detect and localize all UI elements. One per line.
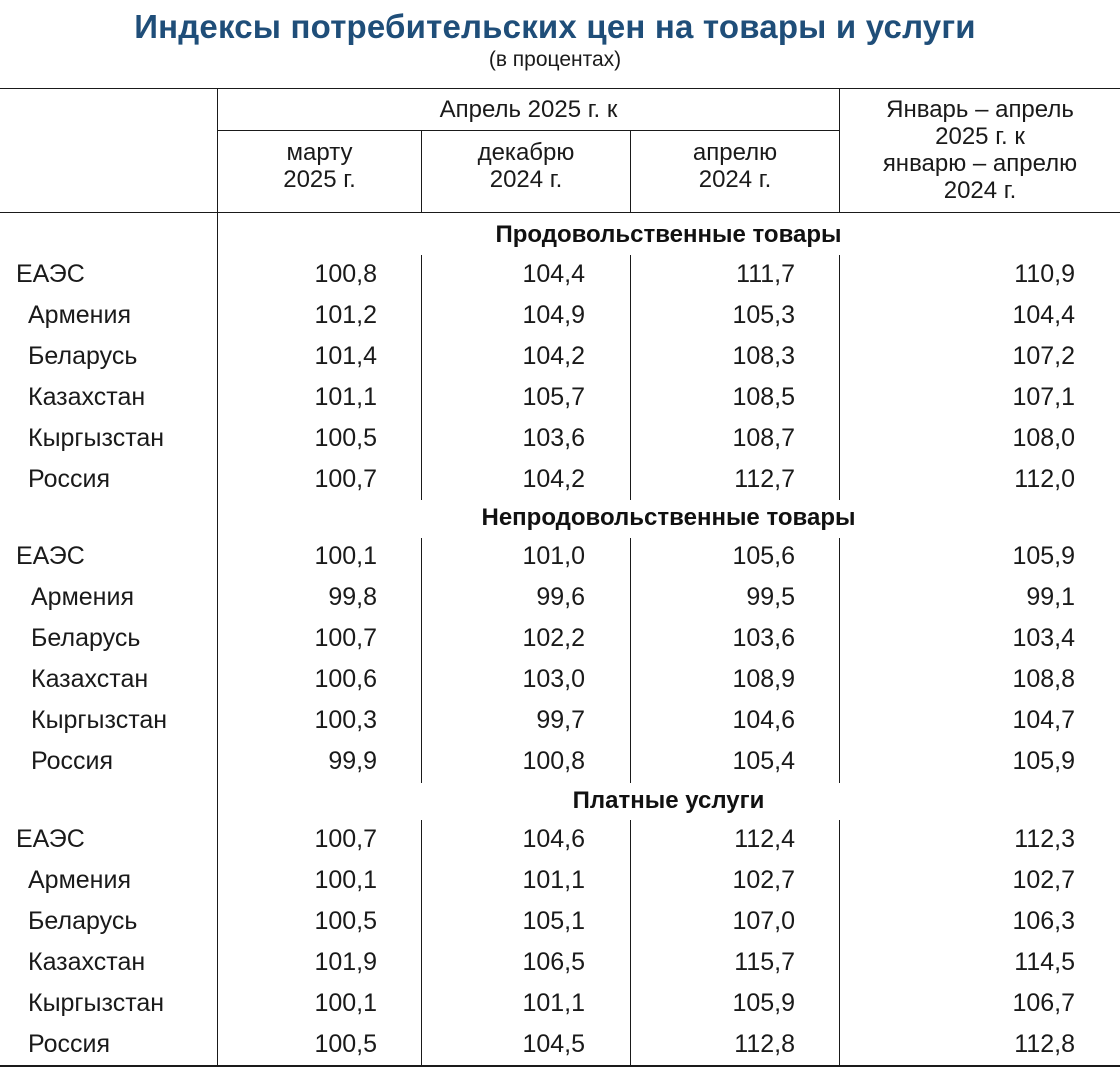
value-cell: 100,7 <box>314 465 377 493</box>
value-cell: 100,6 <box>314 665 377 693</box>
table-row <box>0 254 1120 295</box>
value-cell: 105,4 <box>732 747 795 775</box>
section-title: Непродовольственные товары <box>481 504 856 531</box>
value-cell: 112,4 <box>734 825 795 853</box>
row-label: Кыргызстан <box>31 706 168 734</box>
value-cell: 99,7 <box>536 706 585 734</box>
page-title: Индексы потребительских цен на товары и услуги <box>134 8 976 45</box>
value-cell: 104,5 <box>522 1030 585 1058</box>
table-top-rule <box>0 88 1120 89</box>
row-label: Кыргызстан <box>28 424 165 452</box>
value-cell: 104,7 <box>1012 706 1075 734</box>
value-cell: 108,0 <box>1012 424 1075 452</box>
value-cell: 104,4 <box>522 260 585 288</box>
value-cell: 99,1 <box>1026 583 1075 611</box>
group-header-rule <box>218 130 839 131</box>
row-label: ЕАЭС <box>16 542 85 570</box>
value-cell: 112,8 <box>1014 1030 1075 1058</box>
table-row <box>0 942 1120 983</box>
row-label: Беларусь <box>28 342 138 370</box>
value-cell: 104,2 <box>522 342 585 370</box>
value-cell: 103,6 <box>732 624 795 652</box>
row-label: ЕАЭС <box>16 825 85 853</box>
value-cell: 107,2 <box>1012 342 1075 370</box>
header-bottom-rule <box>0 212 1120 213</box>
value-cell: 105,9 <box>1012 747 1075 775</box>
value-cell: 102,7 <box>732 866 795 894</box>
value-cell: 100,5 <box>314 424 377 452</box>
row-label: Беларусь <box>31 624 141 652</box>
value-cell: 99,6 <box>536 583 585 611</box>
value-cell: 112,0 <box>1014 465 1075 493</box>
value-cell: 100,5 <box>314 1030 377 1058</box>
value-cell: 105,7 <box>522 383 585 411</box>
value-cell: 100,7 <box>314 624 377 652</box>
value-cell: 101,1 <box>522 989 585 1017</box>
value-cell: 102,2 <box>522 624 585 652</box>
row-label: Кыргызстан <box>28 989 165 1017</box>
table-row <box>0 819 1120 860</box>
value-cell: 106,3 <box>1012 907 1075 935</box>
value-cell: 103,4 <box>1012 624 1075 652</box>
row-label: Армения <box>31 583 134 611</box>
value-cell: 105,9 <box>732 989 795 1017</box>
value-cell: 104,9 <box>522 301 585 329</box>
row-label: Армения <box>28 301 131 329</box>
value-cell: 99,8 <box>328 583 377 611</box>
value-cell: 100,7 <box>314 825 377 853</box>
value-cell: 101,9 <box>314 948 377 976</box>
value-cell: 101,1 <box>314 383 377 411</box>
value-cell: 108,3 <box>732 342 795 370</box>
table-row <box>0 418 1120 459</box>
value-cell: 104,2 <box>522 465 585 493</box>
value-cell: 115,7 <box>734 948 795 976</box>
table-row <box>0 336 1120 377</box>
value-cell: 112,3 <box>1014 825 1075 853</box>
value-cell: 106,7 <box>1012 989 1075 1017</box>
value-cell: 107,0 <box>732 907 795 935</box>
row-label: Казахстан <box>28 948 146 976</box>
value-cell: 99,5 <box>746 583 795 611</box>
value-cell: 101,1 <box>522 866 585 894</box>
table-row <box>0 459 1120 500</box>
value-cell: 105,1 <box>522 907 585 935</box>
value-cell: 108,8 <box>1012 665 1075 693</box>
value-cell: 104,6 <box>732 706 795 734</box>
column-header-december: декабрю 2024 г. <box>477 139 575 193</box>
value-cell: 100,8 <box>314 260 377 288</box>
value-cell: 101,0 <box>522 542 585 570</box>
value-cell: 101,4 <box>314 342 377 370</box>
table-row <box>0 1024 1120 1065</box>
value-cell: 104,4 <box>1012 301 1075 329</box>
page-subtitle: (в процентах) <box>488 48 622 71</box>
table-row <box>0 659 1120 700</box>
value-cell: 105,9 <box>1012 542 1075 570</box>
value-cell: 100,1 <box>314 866 377 894</box>
value-cell: 112,7 <box>734 465 795 493</box>
value-cell: 108,9 <box>732 665 795 693</box>
row-label: Россия <box>28 465 110 493</box>
column-header-jan-apr: Январь – апрель 2025 г. к январю – апрелю 2024 г. <box>882 96 1078 204</box>
value-cell: 110,9 <box>1014 260 1075 288</box>
table-row <box>0 860 1120 901</box>
value-cell: 105,3 <box>732 301 795 329</box>
row-label: ЕАЭС <box>16 260 85 288</box>
value-cell: 100,1 <box>314 989 377 1017</box>
table-row <box>0 901 1120 942</box>
value-cell: 103,0 <box>522 665 585 693</box>
table-row <box>0 700 1120 741</box>
value-cell: 100,3 <box>314 706 377 734</box>
row-label: Россия <box>28 1030 110 1058</box>
value-cell: 112,8 <box>734 1030 795 1058</box>
value-cell: 103,6 <box>522 424 585 452</box>
value-cell: 100,8 <box>522 747 585 775</box>
value-cell: 102,7 <box>1012 866 1075 894</box>
row-label: Казахстан <box>31 665 149 693</box>
value-cell: 107,1 <box>1012 383 1075 411</box>
value-cell: 108,7 <box>732 424 795 452</box>
table-row <box>0 377 1120 418</box>
column-header-april: апрелю 2024 г. <box>692 139 778 193</box>
section-title: Платные услуги <box>572 787 765 814</box>
table-row <box>0 536 1120 577</box>
value-cell: 99,9 <box>328 747 377 775</box>
table-row <box>0 983 1120 1024</box>
row-label: Армения <box>28 866 131 894</box>
table-row <box>0 577 1120 618</box>
value-cell: 100,5 <box>314 907 377 935</box>
row-label: Россия <box>31 747 113 775</box>
table-bottom-rule <box>0 1065 1120 1067</box>
table-row <box>0 295 1120 336</box>
section-title: Продовольственные товары <box>495 221 842 248</box>
value-cell: 114,5 <box>1014 948 1075 976</box>
value-cell: 105,6 <box>732 542 795 570</box>
row-label: Казахстан <box>28 383 146 411</box>
value-cell: 111,7 <box>736 260 795 288</box>
column-header-march: марту 2025 г. <box>283 139 356 193</box>
table-row <box>0 741 1120 782</box>
table-row <box>0 618 1120 659</box>
value-cell: 104,6 <box>522 825 585 853</box>
value-cell: 106,5 <box>522 948 585 976</box>
value-cell: 101,2 <box>314 301 377 329</box>
value-cell: 108,5 <box>732 383 795 411</box>
row-label: Беларусь <box>28 907 138 935</box>
value-cell: 100,1 <box>314 542 377 570</box>
group-header: Апрель 2025 г. к <box>439 96 618 123</box>
